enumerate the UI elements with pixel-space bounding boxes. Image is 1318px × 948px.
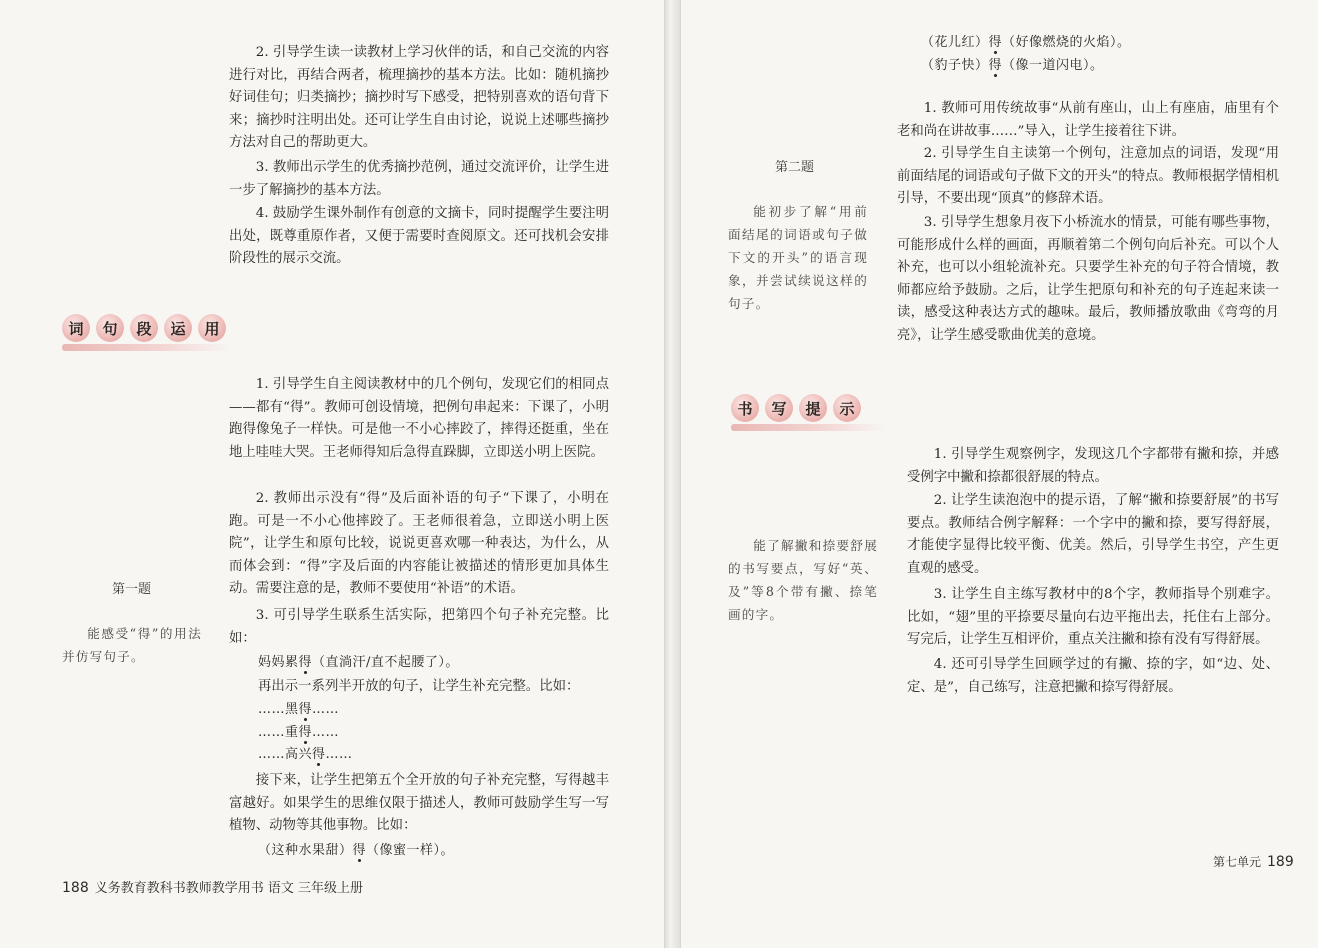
emphasis-dot: 得 [298,655,313,670]
heading-char: 用 [198,314,226,342]
side-title-question-1: 第一题 [112,582,152,597]
paragraph: 4. 鼓励学生课外制作有创意的文摘卡，同时提醒学生要注明出处，既尊重原作者，又便于需要时查阅原文。还可找机会安排阶段性的展示交流。 [229,206,609,267]
paragraph: 3. 引导学生想象月夜下小桥流水的情景，可能有哪些事物，可能形成什么样的画面，再顺着第二个例句向后补充。可以个人补充，也可以小组轮流补充。只要学生补充的句子符合情境，教师都应给予鼓励。之后，让学生把原句和补充的句子连起来读一读，感受这种表达方式的趣味。最后，教师播放歌曲《弯弯的月亮》，让学生感受歌曲优美的意境。 [897,215,1279,343]
unit-label: 第七单元 [1213,855,1262,869]
example-sentence: 妈妈累得（直淌汗/直不起腰了）。 [258,655,459,670]
side-title-question-2: 第二题 [775,160,815,175]
heading-band [731,424,886,431]
example-sentence: ……黑得…… [258,702,340,717]
paragraph: 1. 教师可用传统故事“从前有座山，山上有座庙，庙里有个老和尚在讲故事……”导入，让学生接着往下讲。 [897,101,1279,139]
book-title: 义务教育教科书教师教学用书 语文 三年级上册 [94,881,363,896]
heading-char: 示 [833,394,861,422]
example-sentence: （这种水果甜）得（像蜜一样）。 [258,843,455,858]
right-page [680,0,1318,948]
paragraph: 4. 还可引导学生回顾学过的有撇、捺的字，如“边、处、定、是”，自己练写，注意把撇和捺写得舒展。 [907,657,1279,695]
example-sentence: ……高兴得…… [258,747,353,763]
example-series [258,699,458,767]
heading-band [62,344,232,351]
side-note-writing: 能了解撇和捺要舒展的书写要点，写好“英、及”等8个带有撇、捺笔画的字。 [728,538,878,622]
section-heading-word-sentence-use [62,314,232,354]
paragraph: 3. 可引导学生联系生活实际，把第四个句子补充完整。比如： [229,608,609,646]
paragraph: 3. 教师出示学生的优秀摘抄范例，通过交流评价，让学生进一步了解摘抄的基本方法。 [229,160,609,198]
paragraph: 2. 引导学生读一读教材上学习伙伴的话，和自己交流的内容进行对比，再结合两者，梳理摘抄的基本方法。比如：随机摘抄好词佳句；归类摘抄；摘抄时写下感受，把特别喜欢的语句背下来；摘抄时注明出处。还可让学生自由讨论，说说上述哪些摘抄方法对自己的帮助更大。 [229,45,609,151]
paragraph: 再出示一系列半开放的句子，让学生补充完整。比如： [258,679,580,694]
example-sentence: ……重得…… [258,724,340,740]
heading-char: 运 [164,314,192,342]
side-note-question-1: 能感受“得”的用法并仿写句子。 [62,626,202,664]
heading-char: 句 [96,314,124,342]
section-heading-writing-tips [731,394,886,434]
paragraph: 2. 引导学生自主读第一个例句，注意加点的词语，发现“用前面结尾的词语或句子做下文的开头”的特点。教师根据学情相机引导，不要出现“顶真”的修辞术语。 [897,146,1279,207]
heading-char: 词 [62,314,90,342]
paragraph: 1. 引导学生自主阅读教材中的几个例句，发现它们的相同点——都有“得”。教师可创设情境，把例句串起来：下课了，小明跑得像兔子一样快。可是他一不小心摔跤了，摔得还挺重，坐在地上哇哇大哭。王老师得知后急得直跺脚，立即送小明上医院。 [229,377,609,460]
heading-char: 书 [731,394,759,422]
page-number: 188 [62,880,89,896]
example-sentence: （豹子快）得（像一道闪电）。 [921,57,1104,73]
example-series [921,32,1221,77]
heading-char: 写 [765,394,793,422]
heading-char: 提 [799,394,827,422]
paragraph: 3. 让学生自主练写教材中的8个字，教师指导个别难字。比如，“翅”里的平捺要尽量向右边平拖出去，托住右上部分。写完后，让学生互相评价，重点关注撇和捺有没有写得舒展。 [907,587,1279,648]
paragraph: 2. 让学生读泡泡中的提示语，了解“撇和捺要舒展”的书写要点。教师结合例字解释：一个字中的撇和捺，要写得舒展，才能使字显得比较平衡、优美。然后，引导学生书空，产生更直观的感受。 [907,493,1279,576]
book-gutter [664,0,680,948]
page-footer-right [1213,853,1294,870]
page-footer-left [62,877,363,896]
example-sentence: （花儿红）得（好像燃烧的火焰）。 [921,35,1131,50]
paragraph: 2. 教师出示没有“得”及后面补语的句子“下课了，小明在跑。可是一不小心他摔跤了。王老师很着急，立即送小明上医院”，让学生和原句比较，说说更喜欢哪一种表达，为什么，从而体会到：“得”字及后面的内容能让被描述的情形更加具体生动。需要注意的是，教师不要使用“补语”的术语。 [229,491,609,597]
paragraph: 接下来，让学生把第五个全开放的句子补充完整，写得越丰富越好。如果学生的思维仅限于描述人，教师可鼓励学生写一写植物、动物等其他事物。比如： [229,773,609,834]
heading-char: 段 [130,314,158,342]
paragraph: 1. 引导学生观察例字，发现这几个字都带有撇和捺，并感受例字中撇和捺都很舒展的特点。 [907,447,1279,485]
page-number: 189 [1267,854,1294,870]
side-note-question-2: 能初步了解“用前面结尾的词语或句子做下文的开头”的语言现象，并尝试续说这样的句子。 [728,204,868,311]
